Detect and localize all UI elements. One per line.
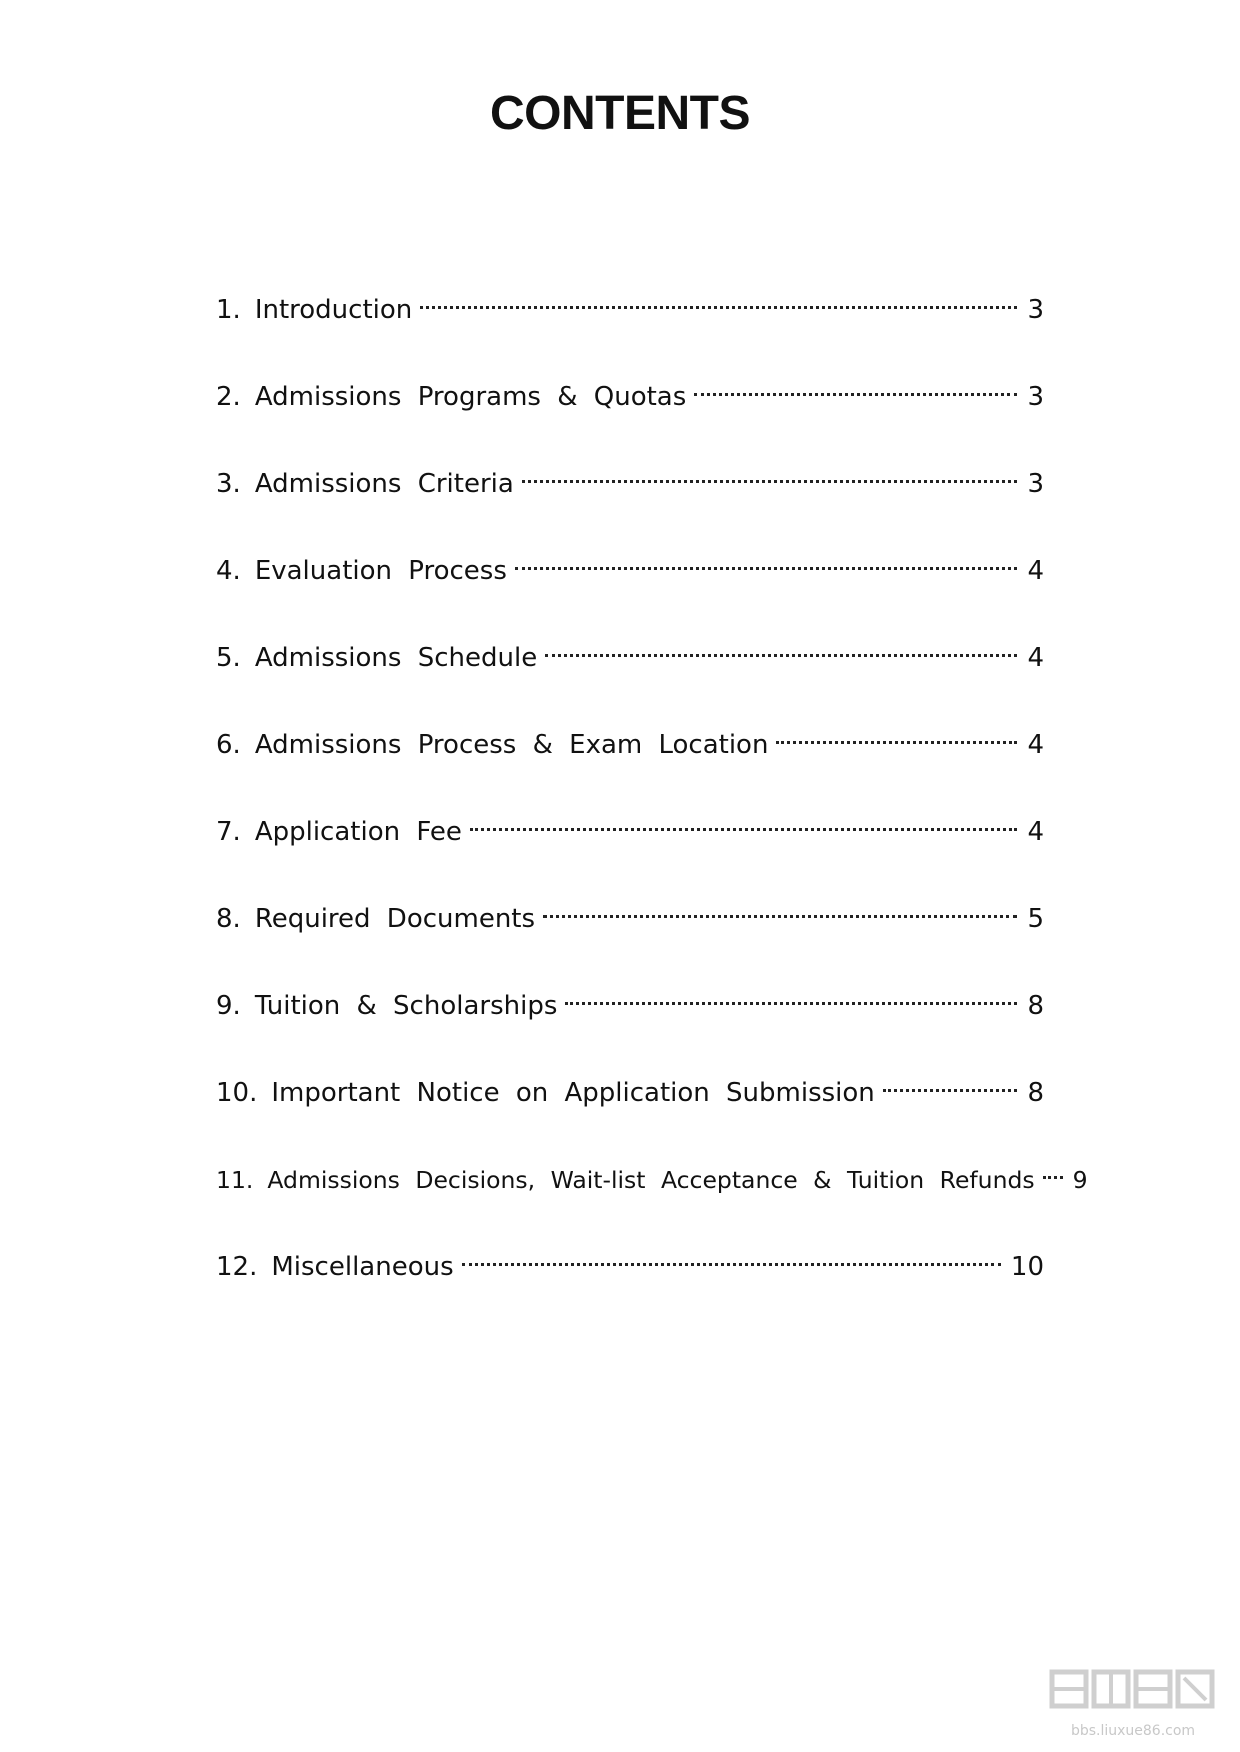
dot-leader <box>420 306 1017 309</box>
toc-entry-label: Admissions Criteria <box>254 469 514 499</box>
toc-entry-number: 6. <box>216 730 241 760</box>
toc-entry-6[interactable] <box>216 723 1044 810</box>
page-title: CONTENTS <box>490 87 750 140</box>
toc-entry-3[interactable] <box>216 462 1044 549</box>
dot-leader <box>515 567 1018 570</box>
toc-entry-number: 1. <box>216 295 241 325</box>
toc-entry-page: 5 <box>1027 904 1044 934</box>
toc-entry-number: 11. <box>216 1166 254 1194</box>
dot-leader <box>545 654 1017 657</box>
toc-entry-number: 12. <box>216 1252 258 1282</box>
watermark-logo <box>1048 1664 1218 1722</box>
watermark <box>1048 1664 1218 1740</box>
toc-entry-11[interactable] <box>216 1158 1088 1245</box>
toc-entry-page: 9 <box>1072 1166 1088 1194</box>
dot-leader <box>776 741 1017 744</box>
toc-entry-label: Miscellaneous <box>271 1252 454 1282</box>
dot-leader <box>470 828 1018 831</box>
toc-entry-label: Admissions Programs & Quotas <box>254 382 687 412</box>
toc-entry-label: Tuition & Scholarships <box>254 991 558 1021</box>
toc-entry-2[interactable] <box>216 375 1044 462</box>
toc-entry-number: 10. <box>216 1078 258 1108</box>
toc-entry-12[interactable] <box>216 1245 1044 1332</box>
toc-entry-number: 9. <box>216 991 241 1021</box>
watermark-url: bbs.liuxue86.com <box>1070 1723 1196 1739</box>
dot-leader <box>565 1002 1017 1005</box>
toc-entry-1[interactable] <box>216 288 1044 375</box>
dot-leader <box>1043 1176 1063 1179</box>
toc-entry-page: 8 <box>1027 991 1044 1021</box>
dot-leader <box>522 480 1018 483</box>
toc-entry-number: 2. <box>216 382 241 412</box>
toc-entry-page: 4 <box>1027 730 1044 760</box>
dot-leader <box>543 915 1017 918</box>
toc-entry-label: Evaluation Process <box>254 556 507 586</box>
toc-entry-number: 7. <box>216 817 241 847</box>
toc-entry-label: Important Notice on Application Submission <box>271 1078 875 1108</box>
toc-entry-label: Admissions Decisions, Wait-list Acceptance & Tuition Refunds <box>267 1166 1035 1194</box>
toc-entry-page: 4 <box>1027 556 1044 586</box>
table-of-contents <box>216 288 1088 1332</box>
toc-entry-number: 5. <box>216 643 241 673</box>
toc-entry-8[interactable] <box>216 897 1044 984</box>
toc-entry-page: 4 <box>1027 817 1044 847</box>
toc-entry-number: 3. <box>216 469 241 499</box>
toc-entry-page: 8 <box>1027 1078 1044 1108</box>
toc-entry-page: 3 <box>1027 382 1044 412</box>
toc-entry-page: 3 <box>1027 469 1044 499</box>
toc-entry-label: Admissions Process & Exam Location <box>254 730 769 760</box>
toc-entry-number: 4. <box>216 556 241 586</box>
toc-entry-label: Admissions Schedule <box>254 643 538 673</box>
toc-entry-4[interactable] <box>216 549 1044 636</box>
toc-entry-9[interactable] <box>216 984 1044 1071</box>
toc-entry-5[interactable] <box>216 636 1044 723</box>
toc-entry-label: Required Documents <box>254 904 536 934</box>
toc-entry-page: 3 <box>1027 295 1044 325</box>
toc-entry-page: 4 <box>1027 643 1044 673</box>
dot-leader <box>462 1263 1001 1266</box>
dot-leader <box>694 393 1017 396</box>
toc-entry-10[interactable] <box>216 1071 1044 1158</box>
dot-leader <box>883 1089 1018 1092</box>
toc-entry-label: Introduction <box>254 295 413 325</box>
watermark-logo-icon <box>1048 1664 1218 1712</box>
toc-entry-number: 8. <box>216 904 241 934</box>
toc-entry-7[interactable] <box>216 810 1044 897</box>
toc-entry-page: 10 <box>1010 1252 1044 1282</box>
toc-entry-label: Application Fee <box>254 817 462 847</box>
